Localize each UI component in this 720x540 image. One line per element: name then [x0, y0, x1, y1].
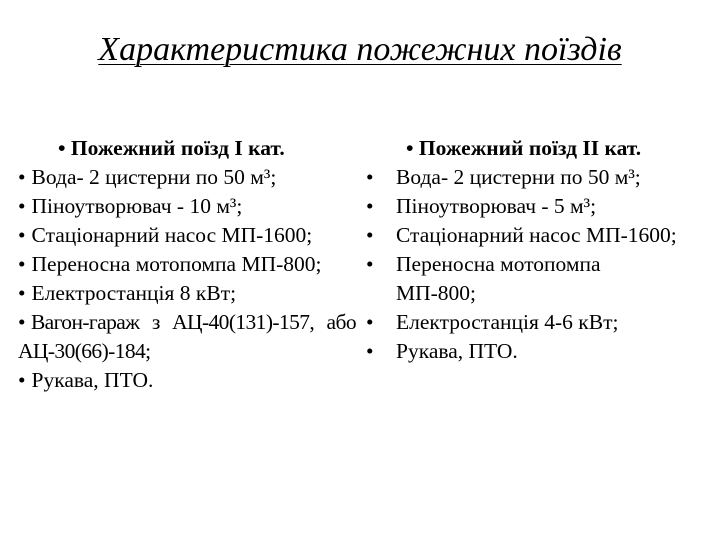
list-item-text: Переносна мотопомпа МП-800; — [396, 252, 601, 305]
list-item-text: Вагон-гараж з АЦ-40(131)-157, або АЦ-30(66)-184; — [18, 310, 356, 363]
list-item-text: Вода- 2 цистерни по 50 м³; — [396, 165, 641, 189]
list-item-text: Вода- 2 цистерни по 50 м³; — [31, 165, 277, 189]
left-column — [18, 134, 356, 395]
bullet-icon: • — [18, 194, 26, 218]
list-item-text: Електростанція 4-6 кВт; — [396, 310, 619, 334]
bullet-icon: • — [366, 339, 374, 363]
list-item — [362, 221, 682, 250]
bullet-icon: • — [366, 310, 374, 334]
list-item — [362, 250, 682, 308]
left-column-heading: • Пожежний поїзд I кат. — [58, 136, 285, 160]
slide-title — [0, 30, 720, 70]
bullet-icon: • — [366, 223, 374, 247]
list-item-text: Переносна мотопомпа МП-800; — [31, 252, 322, 276]
bullet-icon: • — [366, 194, 374, 218]
list-item — [18, 250, 356, 279]
bullet-icon: • — [366, 252, 374, 276]
bullet-icon: • — [18, 281, 26, 305]
slide-title-text: Характеристика пожежних поїздів — [98, 31, 622, 68]
bullet-icon: • — [18, 310, 25, 334]
bullet-icon: • — [18, 223, 26, 247]
list-item-text: Стаціонарний насос МП-1600; — [31, 223, 313, 247]
list-item-text: Рукава, ПТО. — [31, 368, 154, 392]
list-item — [362, 337, 682, 366]
list-item — [18, 163, 356, 192]
bullet-icon: • — [18, 252, 26, 276]
list-item-text: Електростанція 8 кВт; — [31, 281, 237, 305]
list-item — [362, 192, 682, 221]
right-column-heading: • Пожежний поїзд II кат. — [406, 136, 642, 160]
list-item — [18, 308, 356, 366]
list-item-text: Рукава, ПТО. — [396, 339, 518, 363]
list-item-text: Піноутворювач - 10 м³; — [31, 194, 243, 218]
bullet-icon: • — [18, 165, 26, 189]
list-item — [18, 279, 356, 308]
bullet-icon: • — [366, 165, 374, 189]
list-item — [362, 163, 682, 192]
list-item — [362, 308, 682, 337]
list-item — [18, 221, 356, 250]
bullet-icon: • — [18, 368, 26, 392]
list-item-text: Стаціонарний насос МП-1600; — [396, 223, 677, 247]
list-item — [18, 366, 356, 395]
list-item — [18, 192, 356, 221]
list-item-text: Піноутворювач - 5 м³; — [396, 194, 597, 218]
right-column — [362, 134, 682, 366]
